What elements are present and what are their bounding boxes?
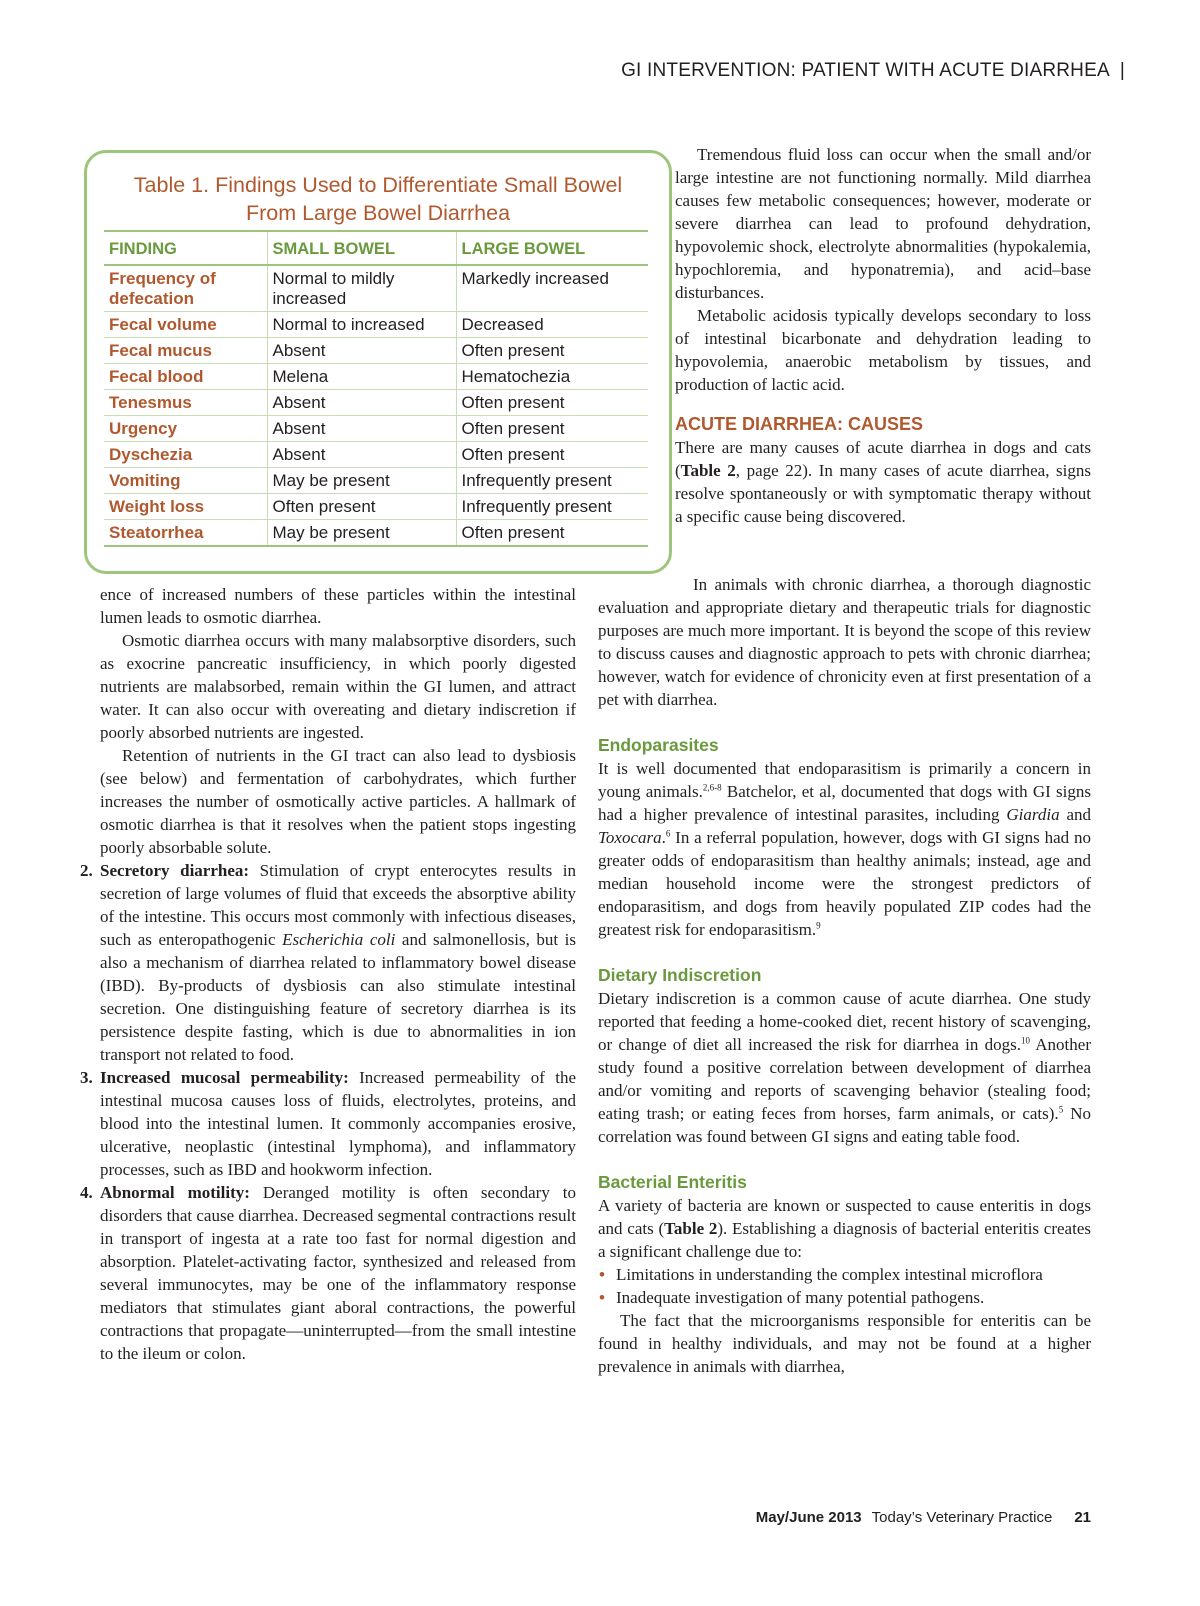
italic-term: Giardia: [1006, 805, 1060, 824]
finding-cell: Fecal blood: [104, 364, 267, 390]
large-bowel-cell: Hematochezia: [456, 364, 648, 390]
left-column: [80, 583, 577, 1365]
finding-cell: Tenesmus: [104, 390, 267, 416]
table-header-row: [104, 231, 648, 265]
running-header: [621, 60, 1125, 82]
findings-table: [104, 230, 648, 547]
finding-cell: Frequency of defecation: [109, 269, 216, 308]
table-1-box: [84, 150, 672, 574]
table-row: [104, 468, 648, 494]
journal-name: Today’s Veterinary Practice: [871, 1509, 1053, 1526]
table-title-line-2: From Large Bowel Diarrhea: [245, 201, 511, 225]
paragraph: In animals with chronic diarrhea, a thorough diagnostic evaluation and appropriate dietary and therapeutic trials for diagnostic purposes are much more important. It is beyond the scope of this review to discuss causes and diagnostic approach to pets with chronic diarrhea; however, watch for evidence of chronicity even at first presentation of a pet with diarrhea.: [598, 575, 1091, 709]
large-bowel-cell: Infrequently present: [456, 494, 648, 520]
list-text: Deranged motility is often secondary to disorders that cause diarrhea. Decreased segmental contractions result in transport of ingesta at a rate too fast for normal digestion and absorption. Platelet-activating factor, synthesized and released from several immunocytes, may be one of the inflammatory response mediators that stimulates giant aboral contractions, the powerful contractions that propagate—uninterrupted—from the small intestine to the ileum or colon.: [100, 1183, 577, 1363]
finding-cell: Steatorrhea: [104, 520, 267, 547]
column-header-small-bowel: SMALL BOWEL: [267, 231, 456, 265]
large-bowel-cell: Decreased: [456, 312, 648, 338]
reference-superscript: 10: [1020, 1035, 1030, 1046]
table-title: [87, 171, 669, 227]
table-reference: Table 2: [664, 1219, 718, 1238]
table-reference: Table 2: [680, 461, 736, 480]
paragraph: A variety of bacteria are known or suspected to cause enteritis in dogs and cats (Table 2). Establishing a diagnosis of bacterial enteritis creates a significant challenge due to:: [598, 1196, 1091, 1261]
list-text: and salmonellosis, but is also a mechanism of diarrhea related to inflammatory bowel disease (IBD). By-products of dysbiosis can also stimulate intestinal secretion. One distinguishing feature of secretory diarrhea is its persistence despite fasting, which is due to abnormalities in ion transport not related to food.: [100, 930, 576, 1064]
list-item: [80, 859, 577, 1066]
bullet-list: [598, 1263, 1091, 1309]
paragraph: ence of increased numbers of these particles within the intestinal lumen leads to osmotic diarrhea.: [100, 585, 576, 627]
reference-superscript: 2,6-8: [702, 782, 722, 793]
diarrhea-mechanisms-list: [80, 859, 577, 1365]
large-bowel-cell: Often present: [456, 416, 648, 442]
list-text: Increased permeability of the intestinal mucosa causes loss of fluids, electrolytes, proteins, and blood into the intestinal lumen. It commonly accompanies erosive, ulcerative, neoplastic (intestinal lymphoma), and inflammatory processes, such as IBD and hookworm infection.: [100, 1068, 577, 1179]
paragraph: It is well documented that endoparasitism is primarily a concern in young animals.$^{2,6-8}$ Batchelor, et al, documented that dogs with GI signs had a higher prevalence of intestinal parasites, including Giardia and Toxocara.$^6$ In a referral population, however, dogs with GI signs had no greater odds of endoparasitism than healthy animals; instead, age and median household income were the strongest predictors of endoparasitism, and dogs from heavily populated ZIP codes had the greatest risk for endoparasitism.$^9$: [598, 759, 1091, 939]
table-row: [104, 442, 648, 468]
table-row: [104, 312, 648, 338]
bullet-icon: •: [599, 1265, 605, 1284]
finding-cell: Dyschezia: [104, 442, 267, 468]
page-number: 21: [1074, 1509, 1091, 1526]
paragraph: The fact that the microorganisms responsible for enteritis can be found in healthy individuals, and may not be found at a higher prevalence in animals with diarrhea,: [598, 1311, 1091, 1376]
table-row: [104, 494, 648, 520]
small-bowel-cell: Absent: [267, 338, 456, 364]
small-bowel-cell: May be present: [267, 468, 456, 494]
column-header-finding: FINDING: [104, 231, 267, 265]
table-row: [104, 364, 648, 390]
large-bowel-cell: Markedly increased: [456, 265, 648, 312]
finding-cell: Fecal mucus: [104, 338, 267, 364]
list-item: [80, 1066, 577, 1181]
paragraph: Osmotic diarrhea occurs with many malabsorptive disorders, such as exocrine pancreatic insufficiency, in which poorly digested nutrients are malabsorbed, remain within the GI lumen, and attract water. It can also occur with overeating and dietary indiscretion if poorly absorbed nutrients are ingested.: [100, 631, 576, 742]
list-text: Stimulation of crypt enterocytes results in secretion of large volumes of fluid that exceeds the absorptive ability of the intestine. This occurs most commonly with infectious diseases, such as enteropathogenic: [100, 861, 577, 949]
table-row: [104, 265, 648, 312]
table-row: [104, 338, 648, 364]
subheading-bacterial-enteritis: Bacterial Enteritis: [598, 1172, 747, 1192]
small-bowel-cell: Normal to increased: [267, 312, 456, 338]
table-title-line-1: Table 1. Findings Used to Differentiate Small Bowel: [133, 173, 623, 197]
list-term: Secretory diarrhea:: [100, 861, 250, 880]
list-number: 4.: [80, 1183, 93, 1202]
table-row: [104, 416, 648, 442]
table-row: [104, 520, 648, 547]
paragraph: Dietary indiscretion is a common cause of acute diarrhea. One study reported that feeding a home-cooked diet, recent history of scavenging, or change of diet all increased the risk for diarrhea in dogs.$^{10}$ Another study found a positive correlation between development of diarrhea and/or vomiting and reports of scavenging behavior (stealing food; eating trash; or eating feces from horses, farm animals, or cats).$^5$ No correlation was found between GI signs and eating table food.: [598, 989, 1091, 1146]
subheading-endoparasites: Endoparasites: [598, 735, 719, 755]
large-bowel-cell: Often present: [456, 338, 648, 364]
list-term: Increased mucosal permeability:: [100, 1068, 349, 1087]
page-footer: [756, 1509, 1091, 1526]
paragraph: There are many causes of acute diarrhea in dogs and cats (Table 2, page 22). In many cases of acute diarrhea, signs resolve spontaneously or with symptomatic therapy without a specific cause being discovered.: [675, 438, 1091, 526]
list-italic-term: Escherichia coli: [282, 930, 396, 949]
small-bowel-cell: Normal to mildly increased: [267, 265, 456, 312]
small-bowel-cell: Often present: [267, 494, 456, 520]
issue-date: May/June 2013: [755, 1509, 862, 1526]
italic-term: Toxocara: [598, 828, 662, 847]
list-term: Abnormal motility:: [100, 1183, 250, 1202]
section-heading-causes: ACUTE DIARRHEA: CAUSES: [675, 414, 924, 434]
small-bowel-cell: Absent: [267, 390, 456, 416]
small-bowel-cell: Absent: [267, 416, 456, 442]
list-number: 2.: [80, 861, 93, 880]
reference-superscript: 5: [1058, 1104, 1064, 1115]
list-item: • Limitations in understanding the complex intestinal microflora: [599, 1265, 1043, 1284]
right-column-top: [675, 143, 1091, 528]
small-bowel-cell: May be present: [267, 520, 456, 547]
paragraph: Retention of nutrients in the GI tract can also lead to dysbiosis (see below) and fermentation of carbohydrates, which further increases the number of osmotically active particles. A hallmark of osmotic diarrhea is that it resolves when the patient stops ingesting poorly absorbable solute.: [100, 746, 576, 857]
small-bowel-cell: Absent: [267, 442, 456, 468]
bullet-icon: •: [599, 1288, 605, 1307]
running-header-divider: |: [1119, 60, 1125, 81]
paragraph: Metabolic acidosis typically develops secondary to loss of intestinal bicarbonate and dehydration leading to hypovolemia, anaerobic metabolism by tissues, and production of lactic acid.: [675, 306, 1091, 394]
table-row: [104, 390, 648, 416]
large-bowel-cell: Often present: [456, 442, 648, 468]
large-bowel-cell: Often present: [456, 520, 648, 547]
right-column: [598, 573, 1091, 1378]
subheading-dietary-indiscretion: Dietary Indiscretion: [598, 965, 762, 985]
column-header-large-bowel: LARGE BOWEL: [456, 231, 648, 265]
finding-cell: Vomiting: [104, 468, 267, 494]
running-header-title: GI INTERVENTION: PATIENT WITH ACUTE DIARRHEA: [621, 60, 1110, 81]
finding-cell: Fecal volume: [104, 312, 267, 338]
large-bowel-cell: Infrequently present: [456, 468, 648, 494]
list-item: [80, 1181, 577, 1365]
list-item: • Inadequate investigation of many potential pathogens.: [599, 1288, 985, 1307]
finding-cell: Urgency: [104, 416, 267, 442]
list-number: 3.: [80, 1068, 93, 1087]
large-bowel-cell: Often present: [456, 390, 648, 416]
small-bowel-cell: Melena: [267, 364, 456, 390]
paragraph: Tremendous fluid loss can occur when the small and/or large intestine are not functioning normally. Mild diarrhea causes few metabolic consequences; however, moderate or severe diarrhea can lead to profound dehydration, hypovolemic shock, electrolyte abnormalities (hypokalemia, hypochloremia, and hyponatremia), and acid–base disturbances.: [675, 145, 1091, 302]
reference-superscript: 6: [665, 828, 671, 839]
reference-superscript: 9: [816, 920, 821, 931]
finding-cell: Weight loss: [104, 494, 267, 520]
